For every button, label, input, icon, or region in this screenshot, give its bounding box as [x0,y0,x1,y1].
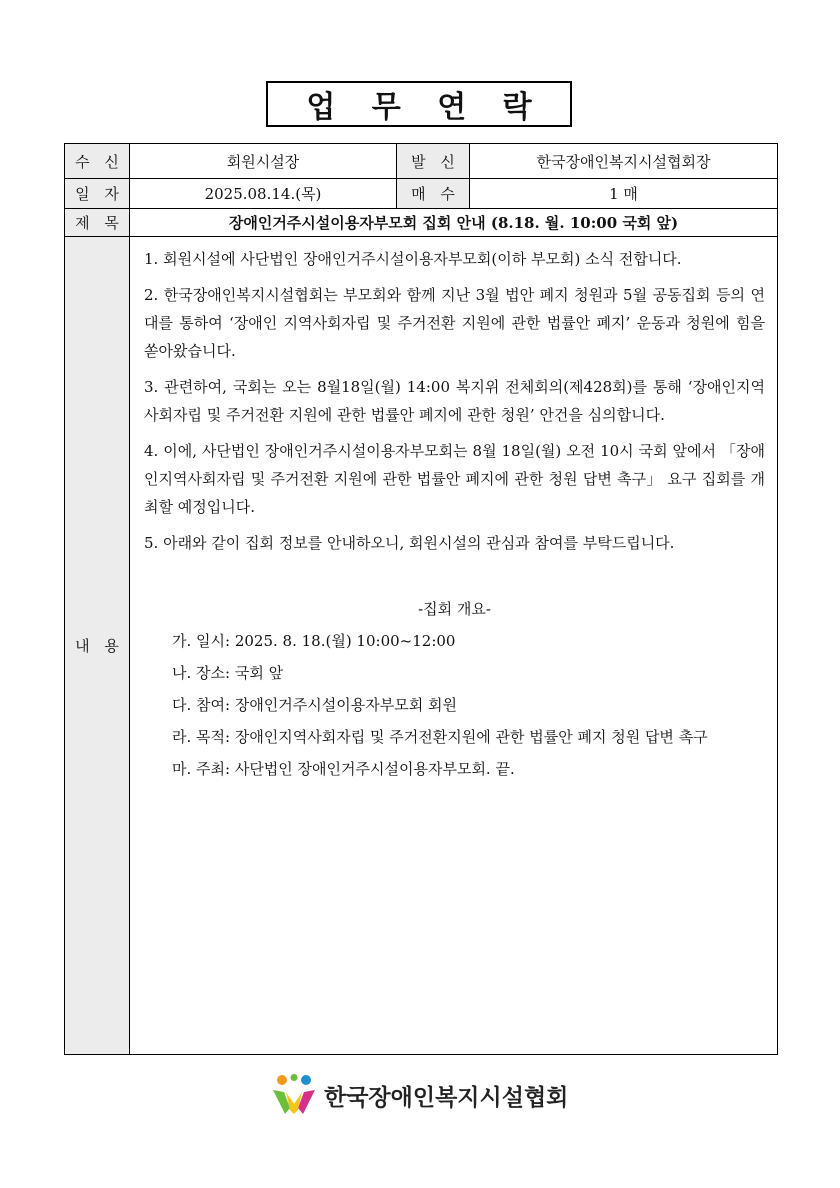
paragraph-1: 1. 회원시설에 사단법인 장애인거주시설이용자부모회(이하 부모회) 소식 전합니다. [144,250,682,268]
summary-item-host: 마. 주최: 사단법인 장애인거주시설이용자부모회. 끝. [172,760,515,778]
subject-value: 장애인거주시설이용자부모회 집회 안내 (8.18. 월. 10:00 국회 앞) [130,209,778,237]
summary-item-purpose: 라. 목적: 장애인지역사회자립 및 주거전환지원에 관한 법률안 폐지 청원 답변 촉구 [172,728,708,746]
summary-title: -집회 개요- [418,600,491,618]
recipient-label: 수 신 [65,144,130,179]
org-logo-icon [272,1074,316,1116]
sender-label: 발 신 [397,144,470,179]
content-label: 내 용 [65,237,130,1055]
recipient-row [65,144,778,179]
content-body [130,237,777,781]
paragraph-3: 3. 관련하여, 국회는 오는 8월18일(월) 14:00 복지위 전체회의(제428회)를 통해 ‘장애인지역사회자립 및 주거전환 지원에 관한 법률안 폐지에 관한 청원’ 안건을 심의합니다. [144,378,765,424]
date-label: 일 자 [65,179,130,209]
document-title-box [266,81,572,127]
footer-logo [272,1074,568,1116]
subject-row [65,209,778,237]
date-value: 2025.08.14.(목) [130,179,397,209]
summary-item-date: 가. 일시: 2025. 8. 18.(월) 10:00~12:00 [172,632,456,650]
memo-table [64,143,778,1055]
pages-label: 매 수 [397,179,470,209]
summary-item-location: 나. 장소: 국회 앞 [172,664,284,682]
date-row [65,179,778,209]
paragraph-5: 5. 아래와 같이 집회 정보를 안내하오니, 회원시설의 관심과 참여를 부탁드립니다. [144,534,675,552]
subject-label: 제 목 [65,209,130,237]
org-name: 한국장애인복지시설협회 [324,1084,569,1111]
content-row [65,237,778,1055]
paragraph-2: 2. 한국장애인복지시설협회는 부모회와 함께 지난 3월 법안 폐지 청원과 5월 공동집회 등의 연대를 통하여 ‘장애인 지역사회자립 및 주거전환 지원에 관한 법률안 폐지’ 운동과 청원에 힘을 쏟아왔습니다. [144,286,765,360]
content-cell [130,237,778,1055]
recipient-value: 회원시설장 [130,144,397,179]
pages-value: 1 매 [470,179,778,209]
summary-item-participants: 다. 참여: 장애인거주시설이용자부모회 회원 [172,696,457,714]
paragraph-4: 4. 이에, 사단법인 장애인거주시설이용자부모회는 8월 18일(월) 오전 10시 국회 앞에서 「장애인지역사회자립 및 주거전환 지원에 관한 법률안 폐지에 관한 청원 답변 촉구」 요구 집회를 개최할 예정입니다. [144,442,765,516]
sender-value: 한국장애인복지시설협회장 [470,144,778,179]
document-title: 업 무 연 락 [306,90,532,125]
